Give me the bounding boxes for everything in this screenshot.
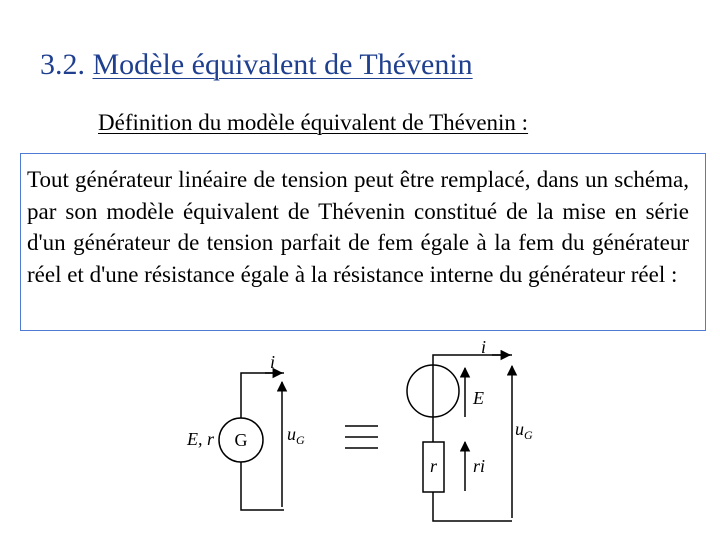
wire-top: [241, 373, 284, 418]
circuit-diagram: [0, 330, 720, 540]
equivalence-symbol: [345, 426, 378, 448]
slide-title: [40, 48, 473, 82]
wire-bottom: [241, 462, 284, 510]
wire-bottom: [433, 492, 512, 521]
subtitle: Définition du modèle équivalent de Thévenin :: [98, 110, 529, 135]
title-text: Modèle équivalent de Thévenin: [92, 48, 473, 81]
section-number: 3.2.: [40, 48, 85, 81]
generator-label: G: [234, 430, 248, 450]
definition-box: [20, 153, 706, 331]
emf-label: E: [473, 388, 484, 408]
voltage-sub: G: [524, 428, 533, 442]
resistor-label: r: [430, 456, 438, 476]
voltage-sub: G: [296, 433, 305, 447]
voltage-label: [515, 419, 533, 442]
current-label: i: [481, 337, 487, 357]
voltage-main: u: [515, 419, 524, 439]
thevenin-model-circuit: [407, 337, 533, 521]
definition-text: Tout générateur linéaire de tension peut être remplacé, dans un schéma, par son modèle équivalent de Thévenin constitué de la mise en série d'un générateur de tension parfait de fem égale à la fem du générateur réel et d'une résistance égale à la résistance interne du générateur réel :: [27, 167, 689, 287]
wire-top: [433, 355, 512, 365]
real-generator-circuit: [186, 352, 305, 510]
voltage-main: u: [287, 424, 296, 444]
current-label: i: [270, 352, 276, 372]
voltage-label: [287, 424, 305, 447]
source-params-label: E, r: [187, 429, 214, 449]
ri-label: ri: [473, 456, 486, 476]
